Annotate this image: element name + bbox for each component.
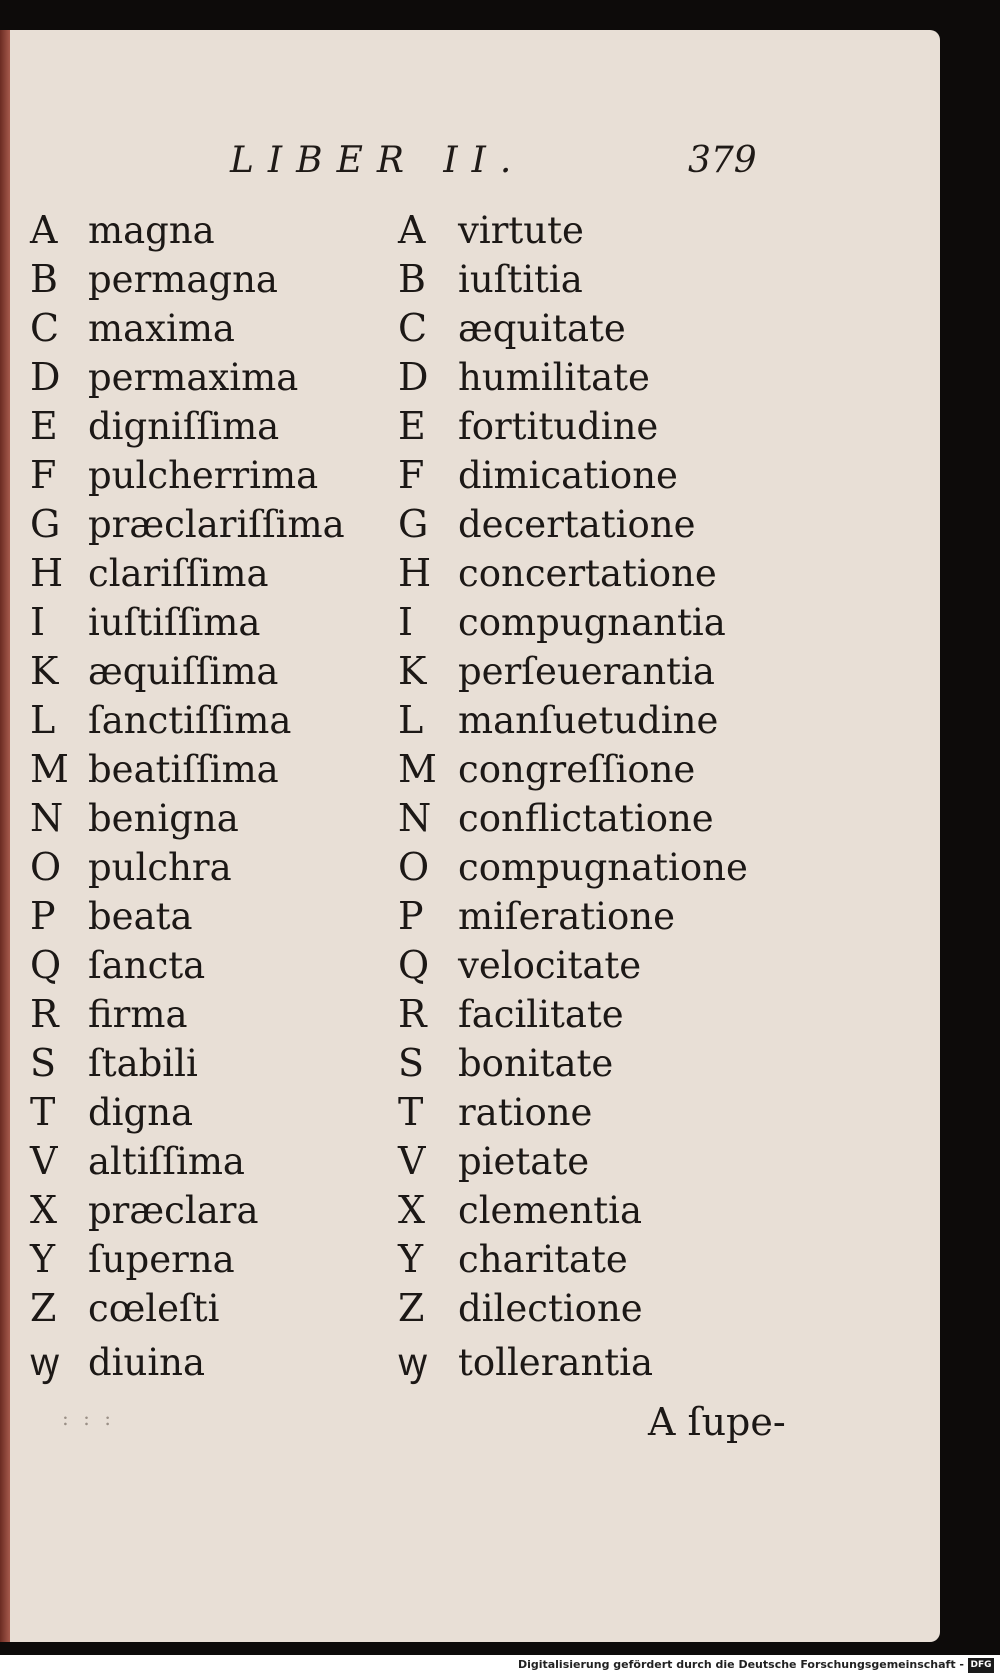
entry-row (30, 649, 345, 698)
entry-word: maxima (88, 307, 235, 350)
entry-letter: Y (398, 1237, 424, 1281)
entry-row (398, 698, 748, 747)
entry-letter: S (398, 1041, 425, 1085)
entry-word: miſeratione (458, 895, 675, 938)
entry-letter: A (398, 208, 426, 252)
entry-word: permaxima (88, 356, 299, 399)
entry-row (30, 404, 345, 453)
entry-word: iuſtitia (458, 258, 583, 301)
entry-word: manſuetudine (458, 699, 719, 742)
entry-letter: H (398, 551, 432, 595)
entry-row (398, 894, 748, 943)
entry-letter: X (30, 1188, 58, 1232)
entry-letter: T (398, 1090, 424, 1134)
entry-letter: A (30, 208, 58, 252)
entry-word: beatiſſima (88, 748, 279, 791)
entry-letter: Y (30, 1237, 56, 1281)
entry-letter: D (30, 355, 61, 399)
entry-letter: V (30, 1139, 58, 1183)
entry-word: clariſſima (88, 552, 269, 595)
entry-row (398, 257, 748, 306)
entry-row (398, 845, 748, 894)
funding-note: Digitalisierung gefördert durch die Deutsche Forschungsgemeinschaft - (517, 1658, 964, 1671)
entry-letter: E (398, 404, 426, 448)
entry-word: ſuperna (88, 1238, 235, 1281)
entry-letter: O (398, 845, 430, 889)
entry-row (398, 306, 748, 355)
entry-row (30, 1139, 345, 1188)
entry-row (30, 208, 345, 257)
entry-letter: E (30, 404, 58, 448)
entry-word: dimicatione (458, 454, 678, 497)
entry-row (398, 1237, 748, 1286)
entry-row (30, 1286, 345, 1335)
entry-letter: ꝡ (30, 1340, 60, 1384)
entry-word: bonitate (458, 1042, 614, 1085)
entry-letter: M (398, 747, 437, 791)
entry-letter: N (398, 796, 432, 840)
entry-letter: Z (398, 1286, 425, 1330)
entry-row (30, 747, 345, 796)
entry-word: firma (88, 993, 188, 1036)
entry-letter: S (30, 1041, 57, 1085)
entry-word: ſtabili (88, 1042, 198, 1085)
catchword: A ſupe- (648, 1400, 786, 1444)
entry-letter: T (30, 1090, 56, 1134)
entry-word: æquiſſima (88, 650, 279, 693)
entry-letter: R (30, 992, 59, 1036)
entry-word: pulchra (88, 846, 232, 889)
dfg-logo: DFG (968, 1658, 994, 1673)
entry-letter: P (30, 894, 56, 938)
left-column (30, 208, 345, 1384)
entry-word: magna (88, 209, 215, 252)
entry-row (398, 649, 748, 698)
entry-row (30, 306, 345, 355)
entry-letter: V (398, 1139, 426, 1183)
entry-row (398, 943, 748, 992)
binding-edge (0, 30, 10, 1642)
entry-row (30, 698, 345, 747)
entry-row (398, 992, 748, 1041)
entry-word: velocitate (458, 944, 642, 987)
entry-word: perſeuerantia (458, 650, 715, 693)
entry-row (398, 208, 748, 257)
entry-letter: I (398, 600, 414, 644)
entry-word: tollerantia (458, 1341, 654, 1384)
entry-word: pietate (458, 1140, 590, 1183)
entry-letter: G (398, 502, 429, 546)
entry-row (398, 600, 748, 649)
entry-row (398, 1090, 748, 1139)
page-number: 379 (688, 140, 757, 181)
entry-word: dilectione (458, 1287, 643, 1330)
entry-letter: N (30, 796, 64, 840)
entry-word: decertatione (458, 503, 696, 546)
entry-row (398, 1041, 748, 1090)
entry-letter: ꝡ (398, 1340, 428, 1384)
entry-letter: P (398, 894, 424, 938)
entry-word: pulcherrima (88, 454, 319, 497)
entry-row (398, 551, 748, 600)
faded-ornament: : : : (62, 1406, 115, 1430)
entry-row (398, 404, 748, 453)
entry-word: ſanctiſſima (88, 699, 292, 742)
entry-word: virtute (458, 209, 584, 252)
entry-row (30, 1237, 345, 1286)
entry-letter: H (30, 551, 64, 595)
entry-row (398, 747, 748, 796)
entry-word: præclariſſima (88, 503, 345, 546)
entry-word: præclara (88, 1189, 259, 1232)
entry-word: altiſſima (88, 1140, 245, 1183)
entry-letter: B (398, 257, 426, 301)
entry-row (30, 943, 345, 992)
entry-letter: C (398, 306, 428, 350)
entry-word: digna (88, 1091, 194, 1134)
entry-row (398, 796, 748, 845)
entry-word: clementia (458, 1189, 643, 1232)
entry-row (398, 453, 748, 502)
entry-word: æquitate (458, 307, 626, 350)
entry-letter: R (398, 992, 427, 1036)
entry-word: charitate (458, 1238, 628, 1281)
entry-letter: O (30, 845, 62, 889)
entry-row (30, 355, 345, 404)
entry-letter: G (30, 502, 61, 546)
entry-row (398, 1139, 748, 1188)
entry-letter: Q (398, 943, 430, 987)
entry-letter: L (30, 698, 56, 742)
entry-word: fortitudine (458, 405, 659, 448)
entry-word: compugnatione (458, 846, 748, 889)
entry-row (30, 796, 345, 845)
page-header (0, 130, 940, 190)
entry-word: iuſtiſſima (88, 601, 261, 644)
entry-row (398, 502, 748, 551)
entry-row (30, 1188, 345, 1237)
running-head: LIBER II. (230, 140, 526, 181)
entry-letter: B (30, 257, 58, 301)
entry-word: digniſſima (88, 405, 280, 448)
right-column (398, 208, 748, 1384)
entry-word: cœleſti (88, 1287, 220, 1330)
entry-row (30, 551, 345, 600)
entry-letter: C (30, 306, 60, 350)
entry-word: ratione (458, 1091, 593, 1134)
entry-letter: F (398, 453, 425, 497)
entry-word: permagna (88, 258, 278, 301)
entry-row (30, 1041, 345, 1090)
entry-row (30, 453, 345, 502)
entry-row (398, 355, 748, 404)
entry-letter: X (398, 1188, 426, 1232)
entry-word: diuina (88, 1341, 206, 1384)
entry-row (30, 992, 345, 1041)
entry-word: concertatione (458, 552, 717, 595)
entry-letter: Z (30, 1286, 57, 1330)
entry-row (30, 845, 345, 894)
footer-bar (0, 1655, 1000, 1677)
entry-letter: L (398, 698, 424, 742)
entry-row (398, 1286, 748, 1335)
entry-word: benigna (88, 797, 239, 840)
entry-letter: I (30, 600, 46, 644)
entry-letter: M (30, 747, 69, 791)
entry-row (30, 1090, 345, 1139)
entry-word: beata (88, 895, 193, 938)
entry-letter: F (30, 453, 57, 497)
entry-row (30, 1335, 345, 1384)
book-page (0, 30, 940, 1642)
entry-word: ſancta (88, 944, 206, 987)
entry-row (398, 1335, 748, 1384)
entry-word: humilitate (458, 356, 650, 399)
entry-letter: K (398, 649, 427, 693)
entry-row (30, 502, 345, 551)
entry-word: conflictatione (458, 797, 714, 840)
entry-row (398, 1188, 748, 1237)
entry-row (30, 894, 345, 943)
entry-word: compugnantia (458, 601, 726, 644)
entry-row (30, 600, 345, 649)
entry-letter: Q (30, 943, 62, 987)
entry-letter: K (30, 649, 59, 693)
entry-letter: D (398, 355, 429, 399)
entry-word: congreſſione (458, 748, 696, 791)
entry-word: facilitate (458, 993, 624, 1036)
entry-row (30, 257, 345, 306)
